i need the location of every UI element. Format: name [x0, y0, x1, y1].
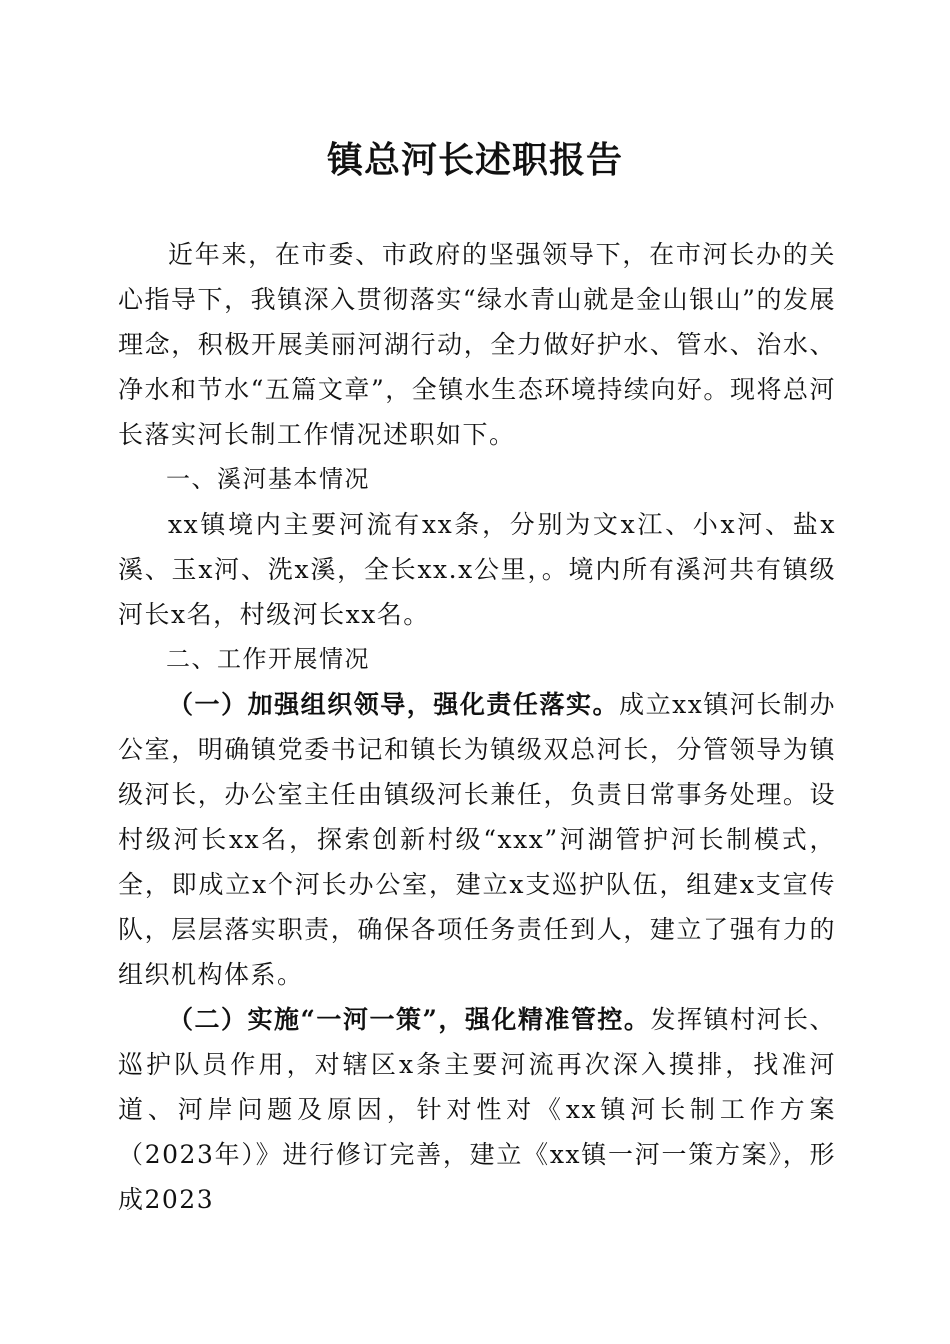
section-heading-work-progress: 二、工作开展情况 [166, 645, 370, 673]
work-item-text: 成立xx镇河长制办公室，明确镇党委书记和镇长为镇级双总河长，分管领导为镇级河长，办公室主任由镇级河长兼任，负责日常事务处理。设村级河长xx名，探索创新村级“xxx”河湖管护河长制模式，全，即成立x个河长办公室，建立x支巡护队伍，组建x支宣传队，层层落实职责，确保各项任务责任到人，建立了强有力的组织机构体系。 [118, 690, 836, 989]
work-item-paragraph [118, 997, 836, 1222]
document-title: 镇总河长述职报告 [326, 139, 623, 181]
basic-info-paragraph: xx镇境内主要河流有xx条，分别为文x江、小x河、盐x溪、玉x河、洗x溪，全长xx.x公里，。境内所有溪河共有镇级河长x名，村级河长xx名。 [118, 510, 836, 629]
section-heading-basic-info: 一、溪河基本情况 [166, 465, 370, 493]
work-item-paragraph [118, 682, 836, 997]
work-item-text: 发挥镇村河长、巡护队员作用，对辖区x条主要河流再次深入摸排，找准河道、河岸问题及原因，针对性对《xx镇河长制工作方案（2023年）》进行修订完善，建立《xx镇一河一策方案》，形成2023 [118, 1005, 836, 1214]
work-item-lead: （一）加强组织领导，强化责任落实。 [168, 690, 620, 719]
intro-paragraph: 近年来，在市委、市政府的坚强领导下，在市河长办的关心指导下，我镇深入贯彻落实“绿水青山就是金山银山”的发展理念，积极开展美丽河湖行动，全力做好护水、管水、治水、净水和节水“五篇文章”，全镇水生态环境持续向好。现将总河长落实河长制工作情况述职如下。 [118, 240, 836, 449]
work-item-lead: （二）实施“一河一策”，强化精准管控。 [168, 1005, 651, 1034]
document-body [118, 232, 836, 1222]
